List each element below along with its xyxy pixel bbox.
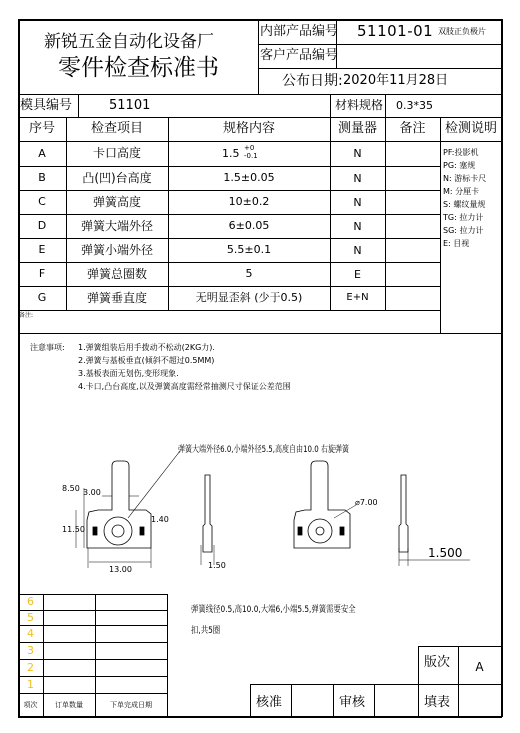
- notes-label: 注意事项:: [30, 343, 65, 352]
- legend-item: S: 螺纹量规: [443, 200, 486, 209]
- row-a-item: 卡口高度: [92, 146, 141, 160]
- prepare-label: 填表: [424, 695, 451, 710]
- material-value: 0.3*35: [396, 99, 433, 112]
- row-f-tool: E: [354, 268, 361, 281]
- col-header-no: 序号: [28, 121, 55, 136]
- note-item: 3.基板表面无划伤,变形现象.: [78, 369, 179, 378]
- front-spring-inner: [112, 525, 124, 537]
- row-d-no: D: [37, 219, 47, 232]
- revision-number: 1: [27, 678, 34, 691]
- row-a-spec-base: 1.5: [222, 147, 240, 160]
- dim-1300: 13.00: [109, 565, 132, 574]
- row-g-tool: E+N: [346, 292, 369, 303]
- customer-no-label: 客户产品编号: [260, 48, 339, 63]
- front2-spring-circle: [308, 519, 332, 543]
- row-f-no: F: [38, 267, 46, 280]
- internal-no-note: 双肢正负极片: [438, 27, 486, 36]
- legend-item: PG: 塞规: [443, 161, 476, 170]
- note-item: 4.卡口,凸台高度,以及弹簧高度需经常抽测尺寸保证公差范围: [78, 382, 291, 391]
- row-e-tool: N: [353, 244, 362, 257]
- dim-140: 1.40: [151, 515, 169, 524]
- publish-date-label: 公布日期:: [282, 73, 343, 89]
- revision-number: 2: [27, 661, 34, 674]
- legend-item: E: 目视: [443, 239, 470, 248]
- front2-left-tab: [298, 527, 302, 535]
- row-c-item: 弹簧高度: [92, 195, 141, 209]
- front2-right-tab: [340, 527, 344, 535]
- note-item: 1.弹簧组装后用手拨动不松动(2KG力).: [78, 343, 215, 352]
- revision-col-qty: 订单数量: [55, 701, 83, 709]
- company-name: 新锐五金自动化设备厂: [44, 32, 214, 52]
- revision-number: 5: [27, 611, 34, 624]
- row-b-tool: N: [353, 172, 362, 185]
- dim-1500: 1.500: [428, 546, 463, 560]
- diameter-leader: [334, 505, 356, 518]
- side-view-1: [203, 475, 212, 552]
- row-c-spec: 10±0.2: [228, 195, 270, 208]
- spring-note-line-2: 扣,共5圈: [191, 626, 221, 636]
- revision-number: 3: [27, 644, 34, 657]
- publish-date-value: 2020年11月28日: [343, 73, 449, 88]
- extra-row-mark: 备注:: [19, 312, 34, 319]
- legend-title: 检测说明: [444, 121, 497, 136]
- row-a-spec-tol-top: +0: [244, 144, 255, 152]
- front-left-tab: [93, 527, 97, 535]
- version-value: A: [475, 660, 484, 674]
- dim-300: 3.00: [83, 488, 101, 497]
- front-right-tab: [140, 527, 144, 535]
- row-f-item: 弹簧总圈数: [86, 267, 147, 281]
- row-b-item: 凸(凹)台高度: [82, 171, 152, 185]
- internal-no-label: 内部产品编号: [260, 24, 339, 39]
- legend-item: PF:投影机: [443, 148, 479, 157]
- revision-col-date: 下单完成日期: [110, 701, 152, 709]
- row-c-no: C: [38, 195, 46, 208]
- revision-col-item: 项次: [23, 701, 38, 709]
- review-label: 审核: [339, 695, 366, 710]
- mold-no-label: 模具编号: [20, 98, 73, 113]
- side-view-2: [399, 475, 408, 552]
- document-title: 零件检查标准书: [58, 55, 219, 81]
- dim-700: ⌀7.00: [355, 498, 378, 507]
- revision-number: 4: [27, 627, 34, 640]
- row-e-item: 弹簧小端外径: [80, 243, 153, 257]
- row-d-item: 弹簧大端外径: [80, 219, 153, 233]
- dim-1150: 11.50: [62, 525, 85, 534]
- row-f-spec: 5: [245, 267, 253, 280]
- spring-callout: 弹簧大端外径6.0,小端外径5.5,高度自由10.0 右旋弹簧: [178, 445, 350, 455]
- front2-spring-inner: [316, 527, 324, 535]
- col-header-tool: 测量器: [337, 121, 377, 136]
- row-g-no: G: [37, 291, 47, 304]
- row-e-no: E: [38, 243, 46, 256]
- mold-no-value: 51101: [109, 98, 151, 113]
- dim-850: 8.50: [62, 484, 80, 493]
- row-a-no: A: [38, 147, 46, 160]
- material-label: 材料规格: [335, 98, 384, 112]
- row-g-item: 弹簧垂直度: [86, 291, 147, 305]
- approve-label: 核准: [256, 695, 283, 710]
- row-a-spec-tol-bottom: -0.1: [244, 152, 258, 160]
- spring-note-line-1: 弹簧线径0.5,高10.0,大端6,小端5.5,弹簧需要安全: [191, 605, 356, 615]
- row-g-spec: 无明显歪斜 (少于0.5): [195, 291, 303, 304]
- row-d-spec: 6±0.05: [228, 219, 270, 232]
- legend-item: N: 游标卡尺: [443, 174, 487, 183]
- col-header-note: 备注: [399, 121, 426, 136]
- row-a-tool: N: [353, 147, 362, 160]
- row-d-tool: N: [353, 220, 362, 233]
- col-header-spec: 规格内容: [222, 121, 275, 136]
- version-label: 版次: [424, 655, 451, 670]
- front-spring-circle: [104, 517, 132, 545]
- row-b-no: B: [38, 171, 46, 184]
- row-b-spec: 1.5±0.05: [223, 171, 275, 184]
- legend-item: M: 分厘卡: [443, 187, 480, 196]
- col-header-item: 检查项目: [90, 121, 143, 136]
- revision-number: 6: [27, 595, 34, 608]
- callout-leader: [128, 451, 180, 518]
- row-c-tool: N: [353, 196, 362, 209]
- internal-no-value: 51101-01: [357, 22, 434, 40]
- note-item: 2.弹簧与基板垂直(倾斜不超过0.5MM): [78, 356, 215, 365]
- legend-item: TG: 拉力计: [443, 213, 484, 222]
- dim-150: 1.50: [208, 561, 226, 570]
- legend-item: SG: 拉力计: [443, 226, 484, 235]
- row-e-spec: 5.5±0.1: [226, 243, 272, 256]
